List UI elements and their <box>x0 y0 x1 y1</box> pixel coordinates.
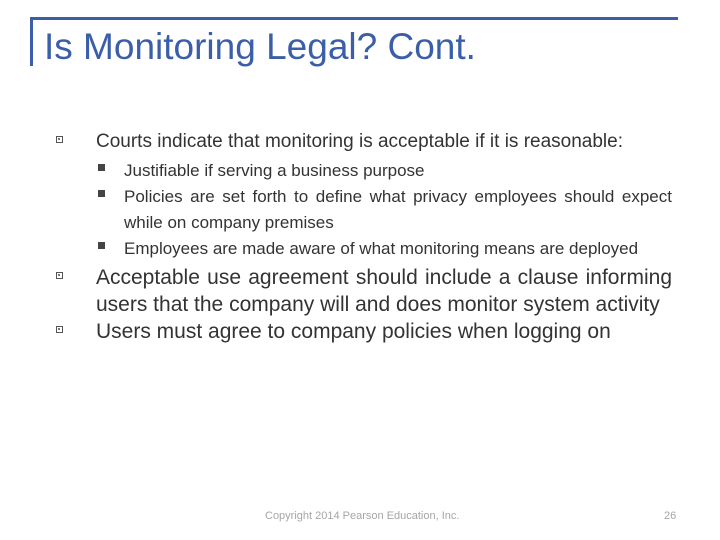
filled-square-bullet-icon <box>98 190 105 197</box>
title-frame-left-border <box>30 17 33 66</box>
title-frame-top-border <box>30 17 678 20</box>
bullet-text: Users must agree to company policies when logging on <box>96 320 611 343</box>
copyright-footer: Copyright 2014 Pearson Education, Inc. <box>265 510 460 522</box>
bullet-text: Acceptable use agreement should include a clause informing users that the company will and does monitor system activity <box>96 266 672 316</box>
sub-bullet-text: Employees are made aware of what monitoring means are deployed <box>124 239 639 258</box>
sub-bullet-item <box>50 184 672 236</box>
sub-bullet-text: Justifiable if serving a business purpose <box>124 161 425 180</box>
sub-bullet-item <box>50 236 672 262</box>
square-bullet-icon <box>56 136 63 143</box>
bullet-item <box>50 130 672 154</box>
square-bullet-icon <box>56 272 63 279</box>
filled-square-bullet-icon <box>98 164 105 171</box>
slide-content <box>50 130 672 345</box>
bullet-item <box>50 318 672 345</box>
sub-bullet-item <box>50 158 672 184</box>
sub-bullet-text: Policies are set forth to define what privacy employees should expect while on company premises <box>124 187 672 232</box>
filled-square-bullet-icon <box>98 242 105 249</box>
bullet-text: Courts indicate that monitoring is acceptable if it is reasonable: <box>96 131 623 152</box>
square-bullet-icon <box>56 326 63 333</box>
sub-bullet-list <box>50 158 672 262</box>
page-number: 26 <box>664 510 677 522</box>
slide-title: Is Monitoring Legal? Cont. <box>44 26 476 67</box>
bullet-item <box>50 264 672 318</box>
